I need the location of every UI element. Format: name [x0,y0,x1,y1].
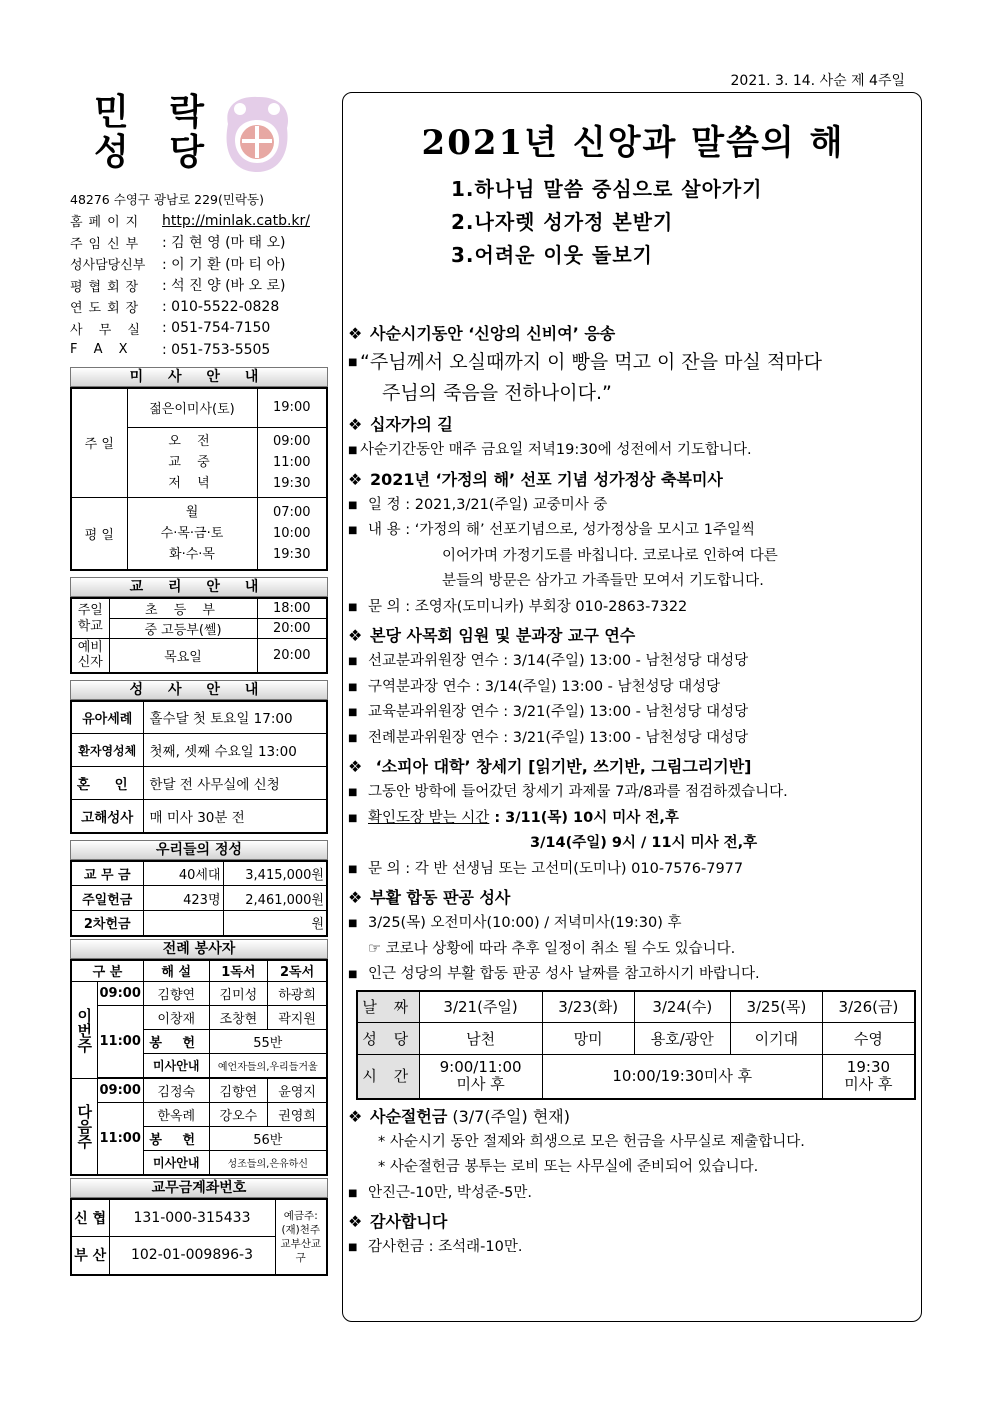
table-row [71,619,327,639]
offertory-value: 55반 [209,1030,327,1054]
notice-line: ☞ 코로나 상황에 따라 추후 일정이 취소 될 수도 있습니다. [368,940,736,957]
mass-name: 월 [185,505,199,520]
mass-name: 교 중 [168,455,216,470]
diamond-icon: ❖ [348,1106,363,1126]
main-title: 2021년 신앙과 말씀의 해 [421,123,845,163]
section-family-year-mass [348,467,918,493]
server-cell: 곽지원 [268,1006,327,1030]
schedule-date: 3/25(목) [730,991,822,1023]
church-name-line2: 성 당 [94,131,219,173]
table-row [357,991,915,1023]
schedule-church: 망미 [542,1023,634,1055]
section-lent-offering [348,1104,918,1130]
mass-weekday-label: 평 일 [71,498,127,571]
mass-name: 수·목·금·토 [160,526,224,541]
section-title: 사순시기동안 ‘신앙의 신비여’ 응송 [370,324,616,343]
mass-name: 저 녁 [168,476,216,491]
diamond-icon: ❖ [348,415,363,434]
check-time-value: : 3/11(목) 10시 미사 전,후 [489,809,679,826]
guide-label: 미사안내 [143,1151,209,1175]
account-number: 102-01-009896-3 [109,1237,275,1275]
schedule-time-line: 19:30 [846,1058,891,1077]
sacraments-table [70,700,328,834]
diamond-icon: ❖ [348,626,363,645]
server-time: 09:00 [97,982,143,1006]
offering-amount: 3,415,000원 [223,861,327,886]
schedule-date: 3/26(금) [822,991,915,1023]
catechism-time: 18:00 [257,598,327,619]
schedule-church: 수영 [822,1023,915,1055]
section-subtitle: (3/7(주일) 현재) [447,1106,570,1126]
schedule-row-label: 날 짜 [357,991,419,1023]
section-title: 사순절헌금 [370,1106,448,1126]
goal-item: 3.어려운 이웃 돌보기 [451,243,653,267]
section-sophia-college [348,754,918,780]
table-row [71,498,327,571]
guide-value: 예언자들의,우리들거울 [209,1054,327,1078]
info-value: : 김 현 영 (마 태 오) [162,235,286,252]
section-easter-confession [348,885,918,911]
sacrament-desc: 한달 전 사무실에 신청 [143,767,327,800]
mass-youth-time: 19:00 [257,388,327,428]
info-label: 평협회장 [70,279,145,295]
table-row [71,598,327,619]
sacrament-name: 환자영성체 [71,734,143,767]
info-label: 성사담당신부 [70,258,146,274]
offertory-label: 봉 헌 [143,1127,209,1151]
mass-time: 19:30 [273,547,311,562]
servers-heading: 전례 봉사자 [70,939,328,959]
info-row-council-president [70,275,328,297]
table-row [71,767,327,800]
offering-name: 2차헌금 [71,911,143,936]
goal-item: 1.하나님 말씀 중심으로 살아가기 [451,177,763,201]
sacrament-name: 혼 인 [71,767,143,800]
table-row [357,1055,915,1099]
mass-weekday-names [127,498,257,571]
offering-count [143,911,223,936]
offering-amount: 원 [223,911,327,936]
server-time: 11:00 [97,1006,143,1078]
guide-label: 미사안내 [143,1054,209,1078]
table-row [71,1103,327,1127]
schedule-time [419,1055,542,1099]
notice-line: * 사순시기 동안 절제와 희생으로 모은 헌금을 사무실로 제출합니다. [378,1133,805,1150]
info-label: 사 무 실 [70,322,146,338]
notice-line: ■ 내 용 : ‘가정의 해’ 선포기념으로, 성가정상을 모시고 1주일씩 [348,518,918,544]
info-value: : 010-5522-0828 [162,298,280,315]
schedule-time-line: 9:00/11:00 [439,1058,522,1077]
schedule-time: 10:00/19:30미사 후 [542,1055,822,1099]
section-title: 감사합니다 [370,1212,448,1231]
confession-schedule-table [356,990,916,1100]
table-row [71,1199,327,1237]
mass-time: 07:00 [273,505,311,520]
offering-count: 423명 [143,886,223,911]
info-value: : 석 진 양 (바 오 로) [162,278,286,295]
diamond-icon: ❖ [348,324,363,343]
table-row [71,1006,327,1030]
schedule-time-line: 미사 후 [456,1075,505,1094]
catechumen-label: 예비 신자 [71,639,109,673]
schedule-date: 3/24(수) [634,991,730,1023]
year-goals [451,173,763,272]
table-row [357,1023,915,1055]
mass-weekday-times [257,498,327,571]
lent-response-line: ■ “주님께서 오실때까지 이 빵을 먹고 이 잔을 마실 적마다 [348,347,918,378]
notice-line: * 사순절헌금 봉투는 로비 또는 사무실에 준비되어 있습니다. [378,1159,759,1175]
diamond-icon: ❖ [348,1212,363,1231]
notice-line: 이어가며 가정기도를 바칩니다. 코로나로 인하여 다른 [442,547,778,564]
info-label: F A X [70,342,134,358]
server-cell: 강오수 [209,1103,268,1127]
schedule-row-label: 시 간 [357,1055,419,1099]
info-value: : 051-753-5505 [162,341,271,358]
table-row [71,886,327,911]
bulletin-date: 2021. 3. 14. 사순 제 4주일 [730,73,905,89]
notice-line: ■ 문 의 : 각 반 선생님 또는 고선미(도미나) 010-7576-7977 [348,857,918,883]
goal-item: 2.나자렛 성가정 본받기 [451,210,674,234]
church-info [70,188,328,361]
server-cell: 이창재 [143,1006,209,1030]
server-cell: 조창현 [209,1006,268,1030]
servers-header: 해 설 [143,960,209,982]
list-item: ■ 교육분과위원장 연수 : 3/21(주일) 13:00 - 남천성당 대성당 [348,700,918,726]
table-row [71,982,327,1006]
mass-table [70,387,328,572]
account-holder: 예금주:(재)천주교부산교구 [275,1199,327,1275]
notice-line: 분들의 방문은 삼가고 가족들만 모여서 기도합니다. [442,573,764,589]
mass-time: 10:00 [273,526,311,541]
catechism-name: 중 고등부(쎌) [109,619,257,639]
info-row-fax [70,339,328,361]
homepage-link[interactable]: http://minlak.catb.kr/ [162,212,310,229]
table-row [71,861,327,886]
lent-response-line: 주님의 죽음을 전하나이다.” [382,382,612,404]
info-value: : 이 기 환 (마 티 아) [162,256,286,273]
info-row-office [70,318,328,340]
info-value: : 051-754-7150 [162,320,271,337]
catechism-table [70,597,328,674]
info-label: 연도회장 [70,301,145,317]
catechumen-day: 목요일 [109,639,257,673]
schedule-church: 남천 [419,1023,542,1055]
servers-header: 2독서 [268,960,327,982]
notice-line: ■ 그동안 방학에 들어갔던 창세기 과제물 7과/8과를 점검하겠습니다. [348,780,918,806]
check-time-label: 확인도장 받는 시간 [368,809,490,826]
schedule-date: 3/21(주일) [419,991,542,1023]
section-thanks [348,1209,918,1235]
sacrament-name: 고해성사 [71,800,143,833]
schedule-date: 3/23(화) [542,991,634,1023]
section-lent-response [348,321,918,347]
catechism-heading: 교 리 안 내 [70,577,328,597]
mass-sunday-times [257,428,327,498]
notice-line: 3/14(주일) 9시 / 11시 미사 전,후 [530,835,758,851]
mass-time: 19:30 [273,476,311,491]
table-row [71,388,327,428]
info-row-sacrament-priest [70,253,328,275]
list-item: ■ 구역분과장 연수 : 3/14(주일) 13:00 - 남천성당 대성당 [348,675,918,701]
main-panel [342,92,922,1322]
offering-name: 주일헌금 [71,886,143,911]
section-title: 본당 사목회 임원 및 분과장 교구 연수 [370,626,636,645]
sacraments-heading: 성 사 안 내 [70,680,328,700]
server-cell: 김향연 [209,1079,268,1103]
servers-header: 구 분 [71,960,143,982]
info-label: 홈페이지 [70,215,145,231]
server-time: 11:00 [97,1103,143,1175]
address: 48276 수영구 광남로 229(민락동) [70,192,264,207]
server-cell: 윤영지 [268,1079,327,1103]
account-number: 131-000-315433 [109,1199,275,1237]
table-row [71,800,327,833]
info-row-homepage [70,210,328,232]
schedule-row-label: 성 당 [357,1023,419,1055]
server-time: 09:00 [97,1079,143,1103]
mass-heading: 미 사 안 내 [70,367,328,387]
sacrament-desc: 홀수달 첫 토요일 17:00 [143,701,327,734]
mass-name: 오 전 [168,434,216,449]
notice-line: ■ 사순기간동안 매주 금요일 저녁19:30에 성전에서 기도합니다. [348,438,918,464]
list-item: ■ 선교분과위원장 연수 : 3/14(주일) 13:00 - 남천성당 대성당 [348,649,918,675]
server-cell: 하광희 [268,982,327,1006]
server-cell: 권영희 [268,1103,327,1127]
section-title: 2021년 ‘가정의 해’ 선포 기념 성가정상 축복미사 [370,469,723,489]
mass-time: 09:00 [273,434,311,449]
offering-name: 교 무 금 [71,861,143,886]
servers-header: 1독서 [209,960,268,982]
guide-value: 성조들의,은유하신 [209,1151,327,1175]
notice-line: ■ 감사헌금 : 조석래-10만. [348,1235,918,1261]
offering-heading: 우리들의 정성 [70,840,328,860]
church-header [70,92,328,184]
next-week-label: 다음주 [71,1079,97,1175]
diamond-icon: ❖ [348,469,363,489]
info-row-pastor [70,232,328,254]
mass-sunday-names [127,428,257,498]
diamond-icon: ❖ [348,757,363,776]
church-name-line1: 민 락 [94,91,219,133]
notice-line: ■ 3/25(목) 오전미사(10:00) / 저녁미사(19:30) 후 [348,911,918,937]
church-logo-icon [220,94,294,174]
table-row [71,701,327,734]
accounts-heading: 교무금계좌번호 [70,1178,328,1198]
catechumen-time: 20:00 [257,639,327,673]
offering-table [70,860,328,937]
schedule-church: 용호/광안 [634,1023,730,1055]
section-stations-of-cross [348,412,918,438]
section-title: 십자가의 길 [370,415,453,434]
mass-sunday-label: 주 일 [71,388,127,498]
sacrament-desc: 매 미사 30분 전 [143,800,327,833]
notice-line: ■ 안진근-10만, 박성준-5만. [348,1181,918,1207]
schedule-time [822,1055,915,1099]
servers-table [70,959,328,1176]
server-cell: 한옥례 [143,1103,209,1127]
table-row [71,639,327,673]
catechism-time: 20:00 [257,619,327,639]
offertory-label: 봉 헌 [143,1030,209,1054]
info-row-yeondo [70,296,328,318]
section-title: ‘소피아 대학’ 창세기 [읽기반, 쓰기반, 그림그리기반] [370,757,752,776]
offertory-value: 56반 [209,1127,327,1151]
accounts-table [70,1198,328,1276]
offering-amount: 2,461,000원 [223,886,327,911]
server-cell: 김미성 [209,982,268,1006]
notice-line: ■ 인근 성당의 부활 합동 판공 성사 날짜를 참고하시기 바랍니다. [348,962,918,988]
catechism-name: 초 등 부 [109,598,257,619]
sunday-school-label: 주일 학교 [71,598,109,639]
mass-time: 11:00 [273,455,311,470]
notice-line: ■ 일 정 : 2021,3/21(주일) 교중미사 중 [348,493,918,519]
table-row [71,1079,327,1103]
diamond-icon: ❖ [348,888,363,907]
table-row [71,734,327,767]
notice-line: ■ 문 의 : 조영자(도미니카) 부회장 010-2863-7322 [348,595,918,621]
notice-line [348,806,918,832]
left-column [70,92,328,1276]
account-bank: 신 협 [71,1199,109,1237]
mass-name: 화·수·목 [169,547,215,562]
sacrament-desc: 첫째, 셋째 수요일 13:00 [143,734,327,767]
table-row [71,960,327,982]
table-row [71,911,327,936]
server-cell: 김정숙 [143,1079,209,1103]
notices [348,321,918,1261]
offering-count: 40세대 [143,861,223,886]
sacrament-name: 유아세례 [71,701,143,734]
schedule-church: 이기대 [730,1023,822,1055]
section-title: 부활 합동 판공 성사 [370,888,511,907]
mass-youth-label: 젊은이미사(토) [127,388,257,428]
schedule-time-line: 미사 후 [844,1075,893,1094]
section-training [348,623,918,649]
info-label: 주임신부 [70,236,145,252]
account-bank: 부 산 [71,1237,109,1275]
list-item: ■ 전례분과위원장 연수 : 3/21(주일) 13:00 - 남천성당 대성당 [348,726,918,752]
this-week-label: 이번주 [71,982,97,1079]
server-cell: 김향연 [143,982,209,1006]
